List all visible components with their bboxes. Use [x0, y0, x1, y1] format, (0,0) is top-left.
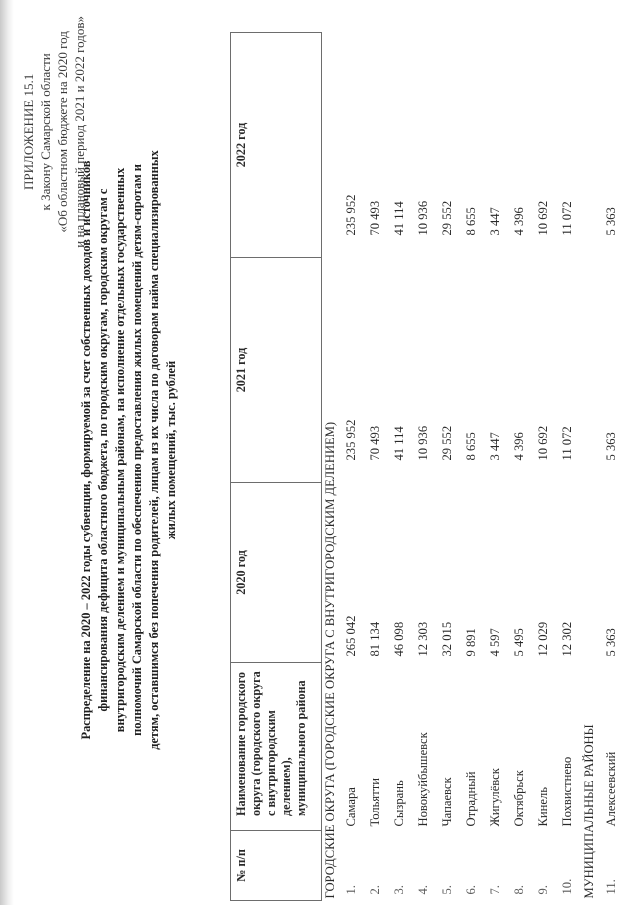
value-2022: 5 363 — [604, 207, 618, 236]
value-2021: 4 396 — [512, 432, 526, 461]
table-row — [599, 33, 623, 901]
row-number: 1. — [344, 885, 358, 895]
row-number: 2. — [368, 885, 382, 895]
value-2021: 29 552 — [440, 425, 454, 461]
appendix-number: ПРИЛОЖЕНИЕ 15.1 — [21, 73, 36, 190]
row-number: 8. — [512, 885, 526, 895]
row-number: 10. — [560, 878, 574, 895]
subvention-table — [230, 32, 623, 901]
row-name: Новокуйбышевск — [416, 732, 430, 827]
value-2021: 235 952 — [344, 419, 358, 461]
value-2022: 3 447 — [488, 207, 502, 236]
row-name: Жигулёвск — [488, 768, 502, 827]
section-title: ГОРОДСКИЕ ОКРУГА (ГОРОДСКИЕ ОКРУГА С ВНУТРИГОРОДСКИМ ДЕЛЕНИЕМ) — [323, 421, 337, 899]
value-2022: 29 552 — [440, 200, 454, 236]
row-number: 6. — [464, 885, 478, 895]
value-2020: 46 098 — [392, 621, 406, 657]
value-2021: 3 447 — [488, 432, 502, 461]
value-2021: 5 363 — [604, 432, 618, 461]
table-row — [339, 33, 363, 901]
document-title: Распределение на 2020 – 2022 годы субвенции, формируемой за счет собственных доходов и источников финансирования дефицита областного бюджета, по городским округам, городским округам с внутригородским делением и муниципальным районам, на исполнение отдельных государственных полномочий Самарской области по обеспечению предоставления жилых помещений детям-сиротам и детям, оставшимся без попечения родителей, лицам из их числа по договорам найма специализированных жилых помещений, тыс. рублей — [79, 150, 178, 750]
header-num: № п/п — [231, 831, 322, 901]
header-2022: 2022 год — [231, 33, 322, 258]
row-name: Кинель — [536, 787, 550, 827]
value-2021: 8 655 — [464, 432, 478, 461]
table-row — [363, 33, 387, 901]
row-name: Похвистнево — [560, 756, 574, 827]
table-row — [507, 33, 531, 901]
table-row — [459, 33, 483, 901]
value-2022: 8 655 — [464, 207, 478, 236]
section-row-municipal-districts — [579, 33, 599, 901]
row-number: 4. — [416, 885, 430, 895]
value-2022: 41 114 — [392, 201, 406, 236]
row-name: Алексеевский — [604, 751, 618, 827]
row-name: Октябрьск — [512, 770, 526, 827]
row-number: 3. — [392, 885, 406, 895]
value-2020: 12 303 — [416, 621, 430, 657]
table-row — [531, 33, 555, 901]
row-number: 11. — [604, 879, 618, 895]
section-row-city-districts — [322, 33, 340, 901]
value-2020: 12 029 — [536, 621, 550, 657]
value-2021: 41 114 — [392, 426, 406, 461]
table-header-row — [231, 33, 322, 901]
value-2022: 10 692 — [536, 200, 550, 236]
value-2022: 235 952 — [344, 194, 358, 236]
value-2022: 10 936 — [416, 200, 430, 236]
value-2020: 81 134 — [368, 621, 382, 657]
appendix-law-period: и на плановый период 2021 и 2022 годов» — [72, 16, 87, 248]
row-name: Самара — [344, 787, 358, 827]
table-row — [411, 33, 435, 901]
table-row — [483, 33, 507, 901]
value-2021: 70 493 — [368, 425, 382, 461]
table-row — [555, 33, 579, 901]
value-2022: 4 396 — [512, 207, 526, 236]
table-row — [435, 33, 459, 901]
value-2022: 70 493 — [368, 200, 382, 236]
row-number: 5. — [440, 885, 454, 895]
value-2021: 11 072 — [560, 426, 574, 461]
value-2020: 5 495 — [512, 628, 526, 657]
row-name: Тольятти — [368, 778, 382, 827]
section-title: МУНИЦИПАЛЬНЫЕ РАЙОНЫ — [582, 724, 596, 899]
row-name: Отрадный — [464, 771, 478, 827]
header-2021: 2021 год — [231, 258, 322, 483]
row-name: Сызрань — [392, 780, 406, 827]
value-2020: 32 015 — [440, 621, 454, 657]
value-2022: 11 072 — [560, 201, 574, 236]
value-2020: 4 597 — [488, 628, 502, 657]
value-2020: 265 042 — [344, 615, 358, 657]
value-2020: 12 302 — [560, 621, 574, 657]
row-number: 7. — [488, 885, 502, 895]
row-number: 9. — [536, 885, 550, 895]
value-2021: 10 936 — [416, 425, 430, 461]
header-name: Наименование городского округа (городского округа с внутригородским делением), муниципального района — [231, 663, 322, 831]
row-name: Чапаевск — [440, 777, 454, 827]
value-2020: 5 363 — [604, 628, 618, 657]
table-row — [387, 33, 411, 901]
value-2020: 9 891 — [464, 628, 478, 657]
appendix-law-title: «Об областном бюджете на 2020 год — [55, 31, 70, 233]
appendix-law-ref: к Закону Самарской области — [38, 53, 53, 211]
header-2020: 2020 год — [231, 483, 322, 663]
value-2021: 10 692 — [536, 425, 550, 461]
